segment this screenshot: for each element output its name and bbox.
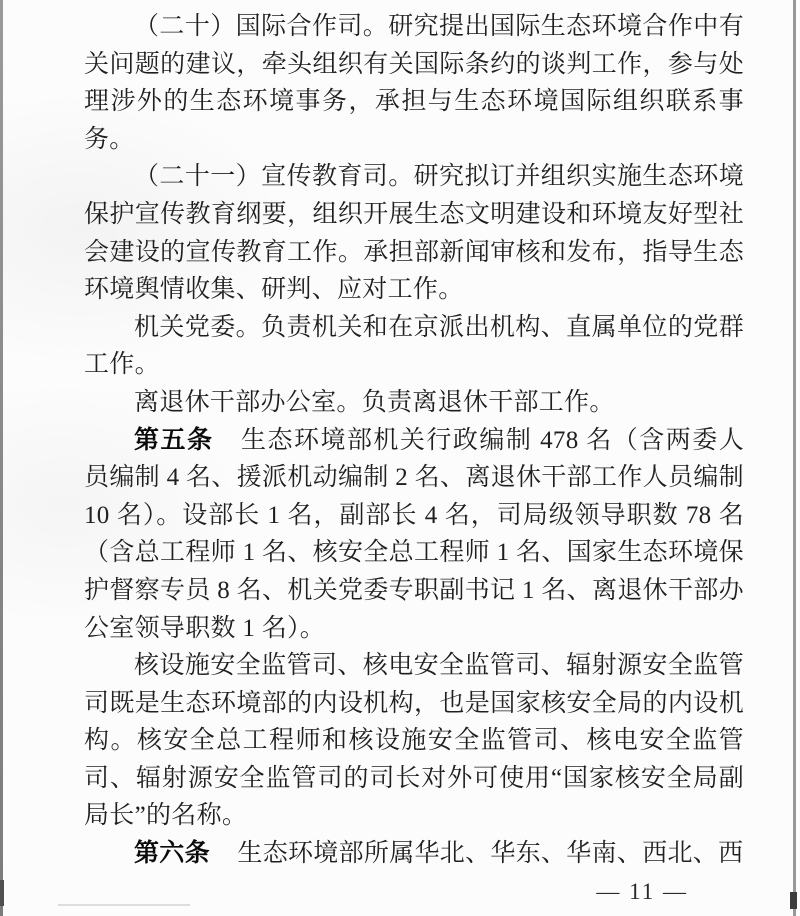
paragraph-text: 机关党委。负责机关和在京派出机构、直属单位的党群工作。	[84, 313, 744, 379]
paragraph-text: （二十一）宣传教育司。研究拟订并组织实施生态环境保护宣传教育纲要，组织开展生态文明建设和环境友好型社会建设的宣传教育工作。承担部新闻审核和发布，指导生态环境舆情收集、研判、应对工作。	[84, 163, 744, 304]
paragraph-text: 生态环境部机关行政编制 478 名（含两委人员编制 4 名、援派机动编制 2 名、离退休干部工作人员编制 10 名）。设部长 1 名，副部长 4 名，司局级领导职数 78 名（含总工程师 1 名、核安全总工程师 1 名、国家生态环境保护督察专员 8 名、机关党委专职副书记 1 名、离退休干部办公室领导职数 1 名）。	[84, 426, 745, 642]
page-number: — 11 —	[596, 879, 688, 904]
article-5-label: 第五条	[134, 426, 214, 454]
paragraph-nuclear-safety-departments	[84, 647, 744, 835]
scan-edge-right-line	[793, 0, 796, 916]
paragraph-text: 核设施安全监管司、核电安全监管司、辐射源安全监管司既是生态环境部的内设机构，也是国家核安全局的内设机构。核安全总工程师和核设施安全监管司、核电安全监管司、辐射源安全监管司的司长对外可使用“国家核安全局副局长”的名称。	[84, 652, 744, 830]
paragraph-retired-cadres-office	[84, 384, 744, 422]
paragraph-21-publicity-education	[84, 158, 744, 308]
paragraph-text: 离退休干部办公室。负责离退休干部工作。	[134, 388, 615, 416]
paragraph-20-international-cooperation	[84, 8, 744, 158]
paragraph-party-committee	[84, 309, 744, 384]
paragraph-text: 生态环境部所属华北、华东、华南、西北、西	[237, 840, 744, 868]
scan-edge-left-line	[0, 0, 3, 916]
paragraph-text: （二十）国际合作司。研究提出国际生态环境合作中有关问题的建议，牵头组织有关国际条约的谈判工作，参与处理涉外的生态环境事务，承担与生态环境国际组织联系事务。	[84, 13, 744, 153]
paragraph-article-5-staffing	[84, 422, 744, 648]
document-body	[84, 8, 744, 873]
scan-artifact-bottom-right	[790, 892, 797, 909]
article-6-label: 第六条	[134, 840, 210, 868]
paragraph-article-6-regional-bureaus	[84, 835, 744, 873]
